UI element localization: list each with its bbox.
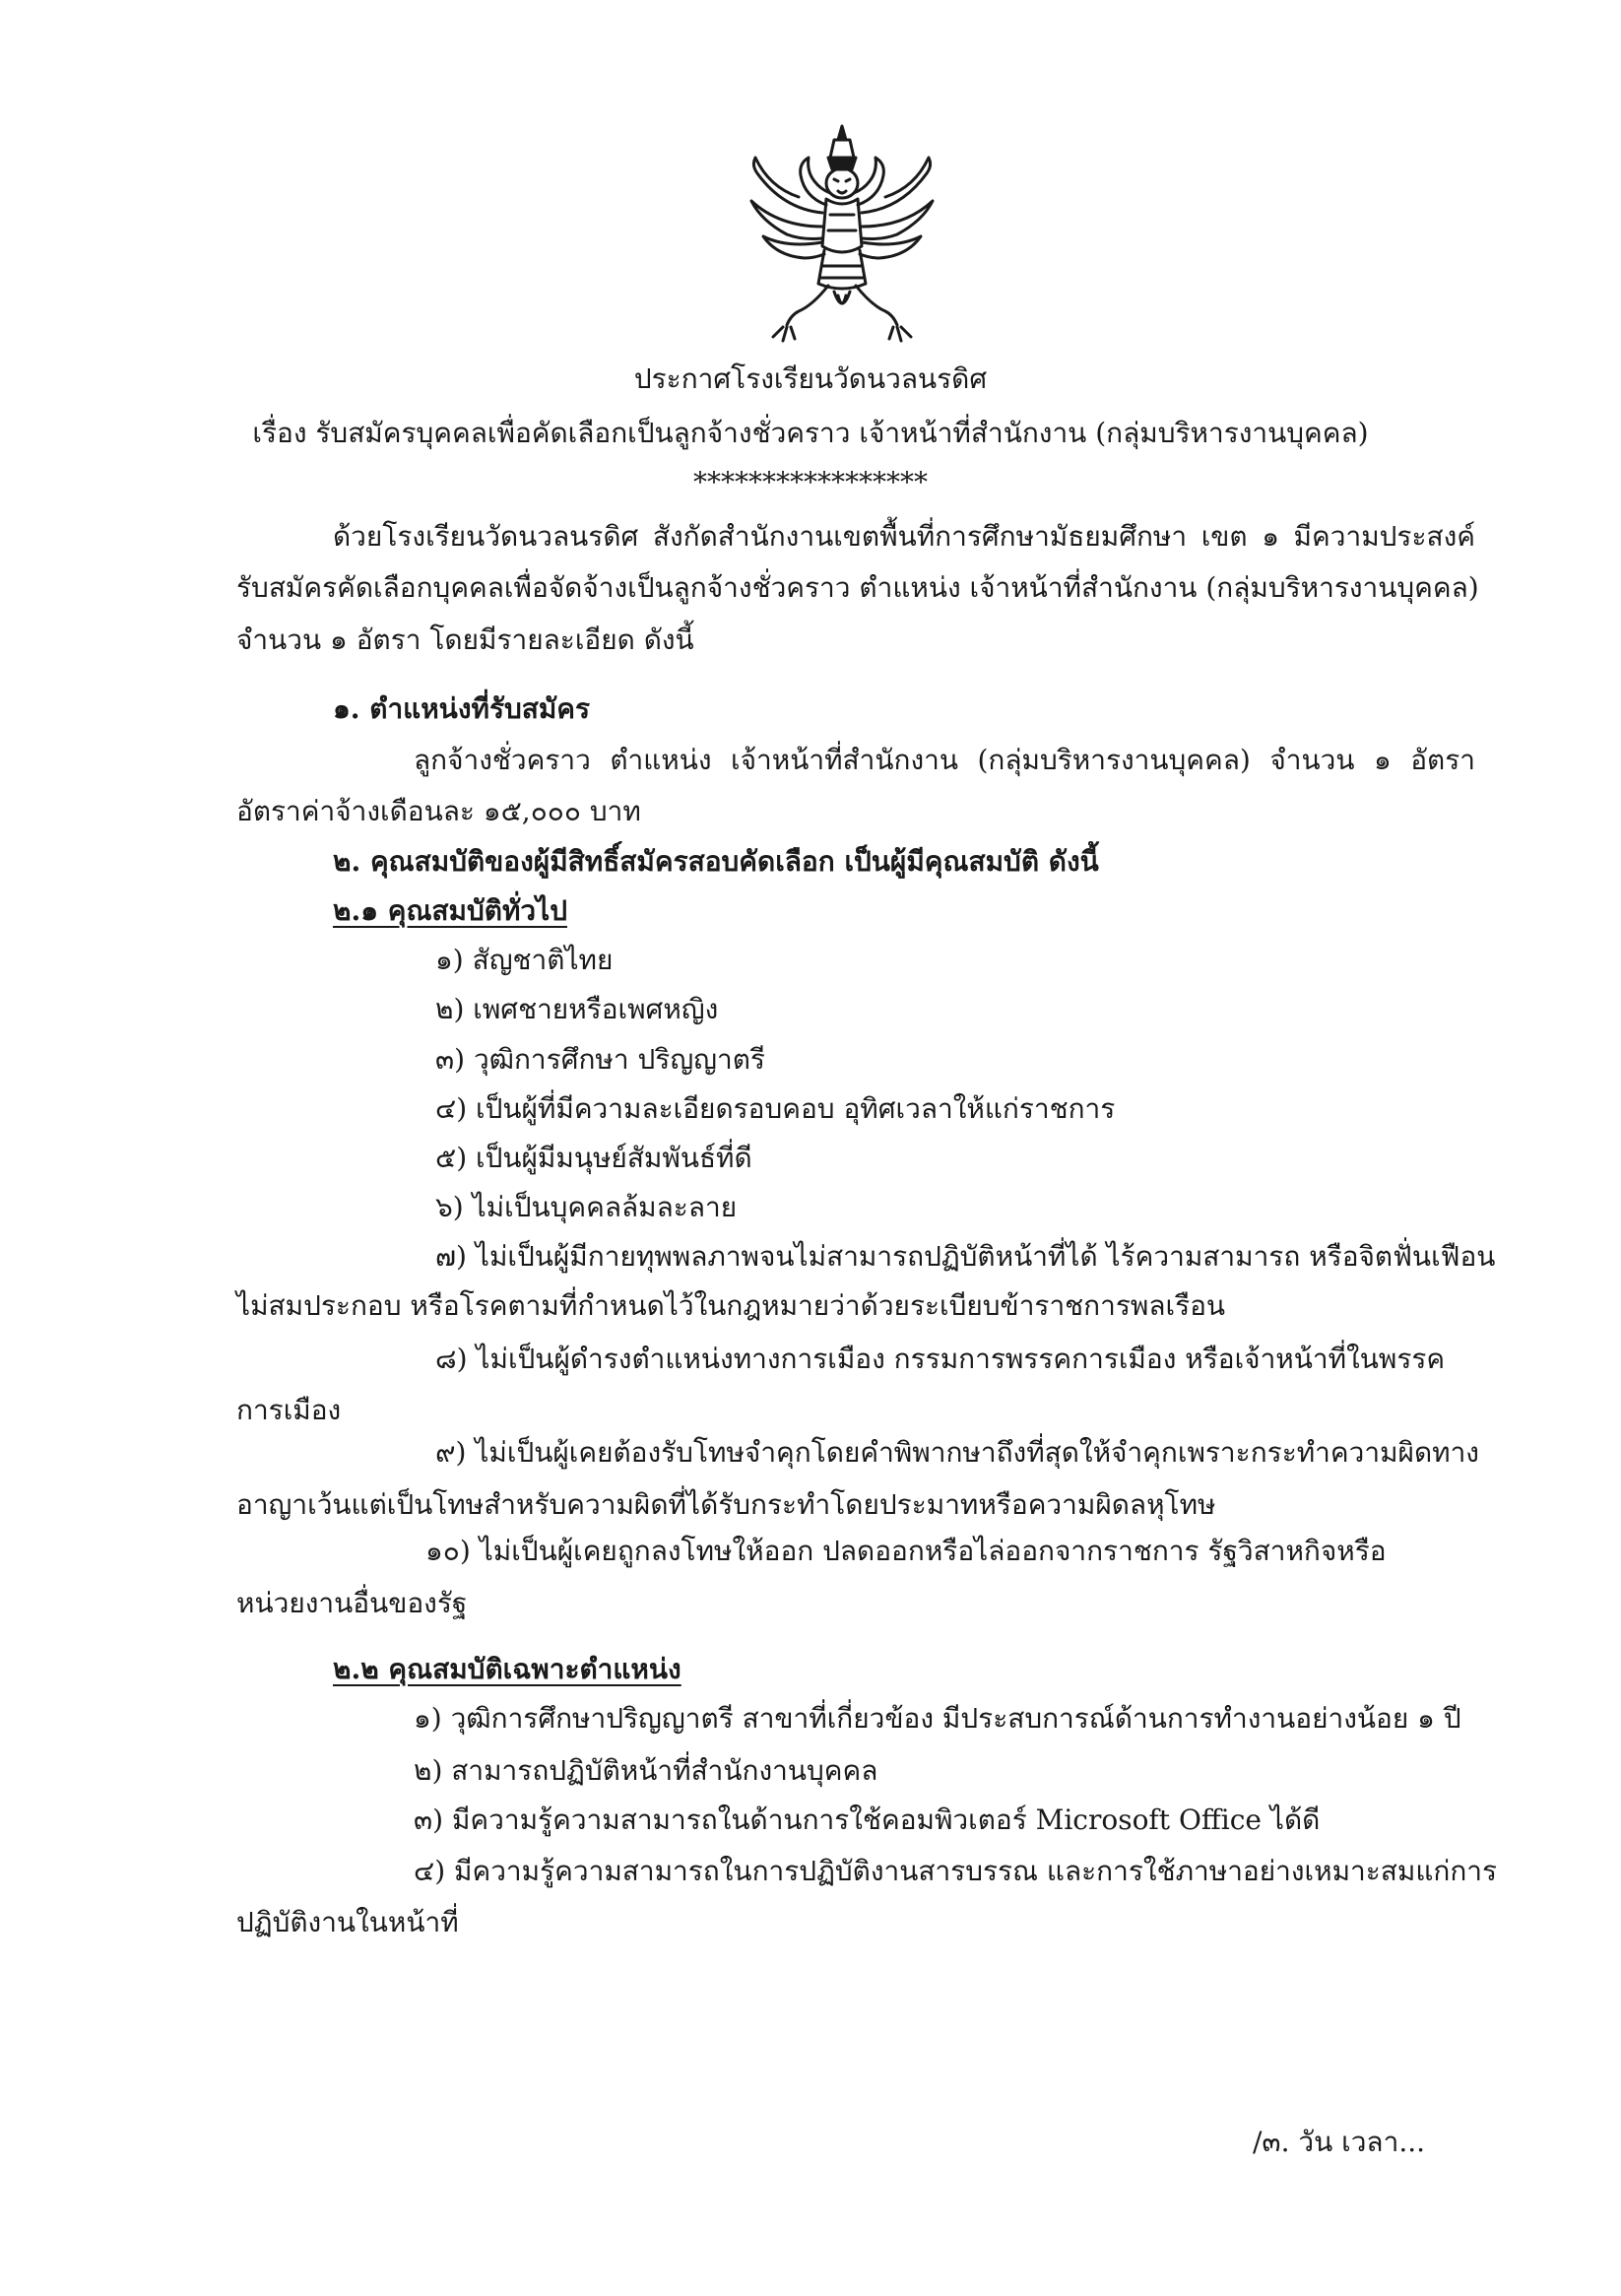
general-item-2: ๒) เพศชายหรือเพศหญิง [435, 993, 719, 1025]
general-item-9-line-1: ๙) ไม่เป็นผู้เคยต้องรับโทษจำคุกโดยคำพิพากษาถึงที่สุดให้จำคุกเพราะกระทำความผิดทาง [435, 1436, 1479, 1469]
general-item-8-line-2: การเมือง [236, 1394, 342, 1426]
announcement-subject: เรื่อง รับสมัครบุคคลเพื่อคัดเลือกเป็นลูกจ้างชั่วคราว เจ้าหน้าที่สำนักงาน (กลุ่มบริหารงานบุคคล) [252, 417, 1369, 449]
general-item-3: ๓) วุฒิการศึกษา ปริญญาตรี [435, 1043, 765, 1076]
garuda-emblem-icon [744, 118, 940, 355]
general-item-10-line-2: หน่วยงานอื่นของรัฐ [236, 1587, 468, 1619]
announcement-title: ประกาศโรงเรียนวัดนวลนรดิศ [633, 362, 988, 395]
intro-line-2: รับสมัครคัดเลือกบุคคลเพื่อจัดจ้างเป็นลูกจ้างชั่วคราว ตำแหน่ง เจ้าหน้าที่สำนักงาน (กลุ่มบริหารงานบุคคล) [236, 571, 1479, 604]
general-item-5: ๕) เป็นผู้มีมนุษย์สัมพันธ์ที่ดี [435, 1142, 752, 1174]
section-2-heading: ๒. คุณสมบัติของผู้มีสิทธิ์สมัครสอบคัดเลือก เป็นผู้มีคุณสมบัติ ดังนี้ [333, 845, 1099, 878]
intro-line-1: ด้วยโรงเรียนวัดนวลนรดิศ สังกัดสำนักงานเขตพื้นที่การศึกษามัธยมศึกษา เขต ๑ มีความประสงค์ [333, 520, 1475, 553]
section-1-line-1: ลูกจ้างชั่วคราว ตำแหน่ง เจ้าหน้าที่สำนักงาน (กลุ่มบริหารงานบุคคล) จำนวน ๑ อัตรา [414, 744, 1475, 776]
section-2-2-heading: ๒.๒ คุณสมบัติเฉพาะตำแหน่ง [333, 1653, 681, 1685]
general-item-10-line-1: ๑๐) ไม่เป็นผู้เคยถูกลงโทษให้ออก ปลดออกหรือไล่ออกจากราชการ รัฐวิสาหกิจหรือ [425, 1535, 1387, 1567]
intro-line-3: จำนวน ๑ อัตรา โดยมีรายละเอียด ดังนี้ [236, 623, 694, 656]
page-continuation: /๓. วัน เวลา... [1253, 2126, 1426, 2158]
section-1-line-2: อัตราค่าจ้างเดือนละ ๑๕,๐๐๐ บาท [236, 795, 641, 827]
specific-item-3: ๓) มีความรู้ความสามารถในด้านการใช้คอมพิวเตอร์ Microsoft Office ได้ดี [414, 1804, 1321, 1836]
specific-item-1: ๑) วุฒิการศึกษาปริญญาตรี สาขาที่เกี่ยวข้อง มีประสบการณ์ด้านการทำงานอย่างน้อย ๑ ปี [414, 1702, 1461, 1735]
general-item-7-line-1: ๗) ไม่เป็นผู้มีกายทุพพลภาพจนไม่สามารถปฏิบัติหน้าที่ได้ ไร้ความสามารถ หรือจิตฟั่นเฟือน [435, 1240, 1496, 1273]
general-item-6: ๖) ไม่เป็นบุคคลล้มละลาย [435, 1191, 738, 1223]
general-item-9-line-2: อาญาเว้นแต่เป็นโทษสำหรับความผิดที่ได้รับกระทำโดยประมาทหรือความผิดลหุโทษ [236, 1488, 1216, 1521]
specific-item-4-line-2: ปฏิบัติงานในหน้าที่ [236, 1906, 459, 1938]
general-item-4: ๔) เป็นผู้ที่มีความละเอียดรอบคอบ อุทิศเวลาให้แก่ราชการ [435, 1092, 1116, 1125]
general-item-7-line-2: ไม่สมประกอบ หรือโรคตามที่กำหนดไว้ในกฎหมายว่าด้วยระเบียบข้าราชการพลเรือน [236, 1289, 1226, 1322]
specific-item-4-line-1: ๔) มีความรู้ความสามารถในการปฏิบัติงานสารบรรณ และการใช้ภาษาอย่างเหมาะสมแก่การ [414, 1855, 1498, 1887]
general-item-1: ๑) สัญชาติไทย [435, 944, 614, 976]
specific-item-2: ๒) สามารถปฏิบัติหน้าที่สำนักงานบุคคล [414, 1754, 878, 1787]
section-2-1-heading: ๒.๑ คุณสมบัติทั่วไป [333, 894, 567, 927]
title-separator: ***************** [693, 466, 928, 498]
general-item-8-line-1: ๘) ไม่เป็นผู้ดำรงตำแหน่งทางการเมือง กรรมการพรรคการเมือง หรือเจ้าหน้าที่ในพรรค [435, 1343, 1446, 1375]
section-1-heading: ๑. ตำแหน่งที่รับสมัคร [333, 692, 591, 725]
